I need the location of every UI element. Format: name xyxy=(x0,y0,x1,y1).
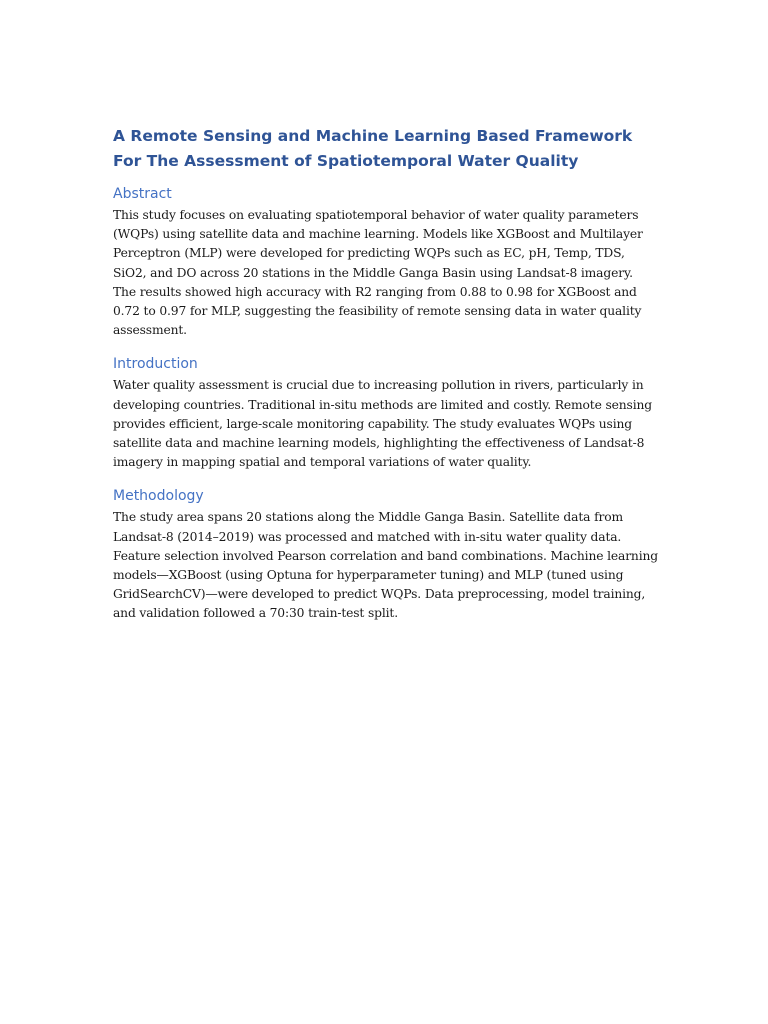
section-body-abstract: This study focuses on evaluating spatiotemporal behavior of water quality parameters (WQPs) using satellite data and machine learning. Models like XGBoost and Multilayer Perceptron (MLP) were developed for predicting WQPs such as EC, pH, Temp, TDS, SiO2, and DO across 20 stations in the Middle Ganga Basin using Landsat-8 imagery. The results showed high accuracy with R2 ranging from 0.88 to 0.98 for XGBoost and 0.72 to 0.97 for MLP, suggesting the feasibility of remote sensing data in water quality assessment. xyxy=(113,208,643,338)
section-heading-introduction: Introduction xyxy=(113,356,198,373)
section-introduction xyxy=(113,354,658,472)
section-methodology xyxy=(113,486,658,623)
section-body-methodology: The study area spans 20 stations along the Middle Ganga Basin. Satellite data from Landsat-8 (2014–2019) was processed and matched with in-situ water quality data. Feature selection involved Pearson correlation and band combinations. Machine learning models—XGBoost (using Optuna for hyperparameter tuning) and MLP (tuned using GridSearchCV)—were developed to predict WQPs. Data preprocessing, model training, and validation followed a 70:30 train-test split. xyxy=(113,510,658,621)
section-heading-abstract: Abstract xyxy=(113,186,172,202)
section-abstract xyxy=(113,184,658,340)
document-page xyxy=(113,124,658,638)
document-title: A Remote Sensing and Machine Learning Based Framework For The Assessment of Spatiotemporal Water Quality xyxy=(113,127,633,170)
section-heading-methodology: Methodology xyxy=(113,488,204,505)
section-body-introduction: Water quality assessment is crucial due to increasing pollution in rivers, particularly in developing countries. Traditional in-situ methods are limited and costly. Remote sensing provides efficient, large-scale monitoring capability. The study evaluates WQPs using satellite data and machine learning models, highlighting the effectiveness of Landsat-8 imagery in mapping spatial and temporal variations of water quality. xyxy=(113,378,652,470)
